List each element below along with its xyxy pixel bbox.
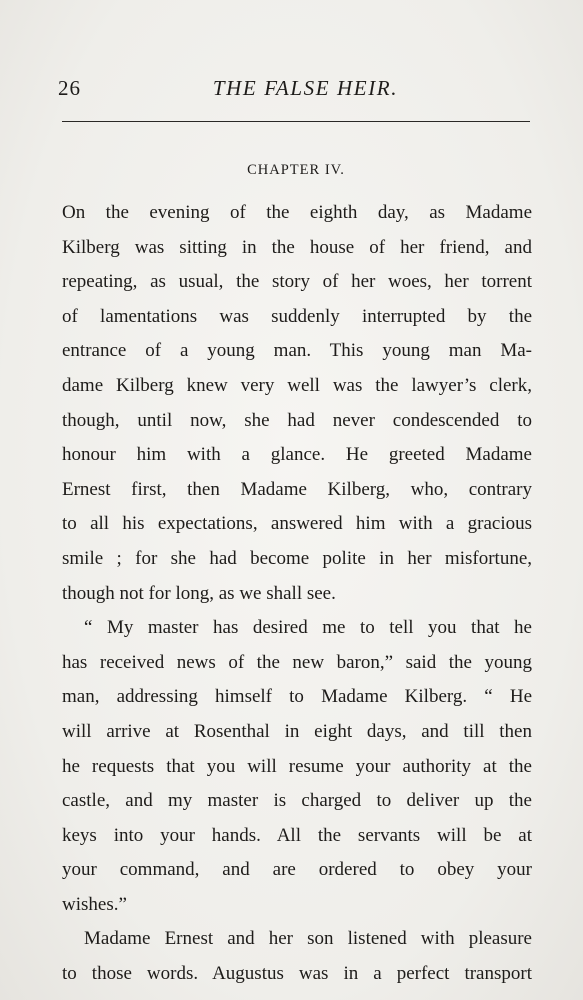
text-line: Ernest first, then Madame Kilberg, who, contrary	[62, 478, 532, 500]
text-line: entrance of a young man. This young man Ma-	[62, 340, 532, 362]
running-title: THE FALSE HEIR.	[212, 76, 399, 100]
page-number: 26	[58, 76, 81, 100]
text-line: man, addressing himself to Madame Kilberg. “ He	[62, 686, 532, 708]
text-line: On the evening of the eighth day, as Madame	[62, 202, 532, 223]
text-line: your command, and are ordered to obey your	[62, 859, 532, 881]
text-line: repeating, as usual, the story of her woes, her torrent	[62, 271, 532, 293]
page-header	[58, 76, 533, 106]
text-line: smile ; for she had become polite in her misfortune,	[62, 547, 532, 569]
text-line: dame Kilberg knew very well was the lawyer’s clerk,	[62, 374, 532, 396]
text-line: castle, and my master is charged to deliver up the	[62, 790, 532, 812]
text-line: though not for long, as we shall see.	[62, 582, 336, 604]
text-line: to all his expectations, answered him with a gracious	[62, 513, 532, 535]
chapter-heading: CHAPTER IV.	[247, 162, 345, 178]
header-rule	[62, 121, 530, 122]
text-line: has received news of the new baron,” said the young	[62, 651, 532, 673]
text-line: keys into your hands. All the servants will be at	[62, 824, 532, 846]
text-line: “ My master has desired me to tell you that he	[84, 617, 532, 639]
text-line: of lamentations was suddenly interrupted by the	[62, 305, 532, 327]
text-line: Madame Ernest and her son listened with pleasure	[84, 928, 532, 950]
body-text	[62, 196, 532, 992]
text-line: Kilberg was sitting in the house of her friend, and	[62, 236, 532, 258]
text-line: to those words. Augustus was in a perfect transport	[62, 963, 532, 985]
text-line: he requests that you will resume your authority at the	[62, 755, 532, 777]
text-line: honour him with a glance. He greeted Madame	[62, 444, 532, 466]
text-line: wishes.”	[62, 893, 127, 915]
text-line: though, until now, she had never condescended to	[62, 409, 532, 431]
text-line: will arrive at Rosenthal in eight days, and till then	[62, 720, 532, 742]
